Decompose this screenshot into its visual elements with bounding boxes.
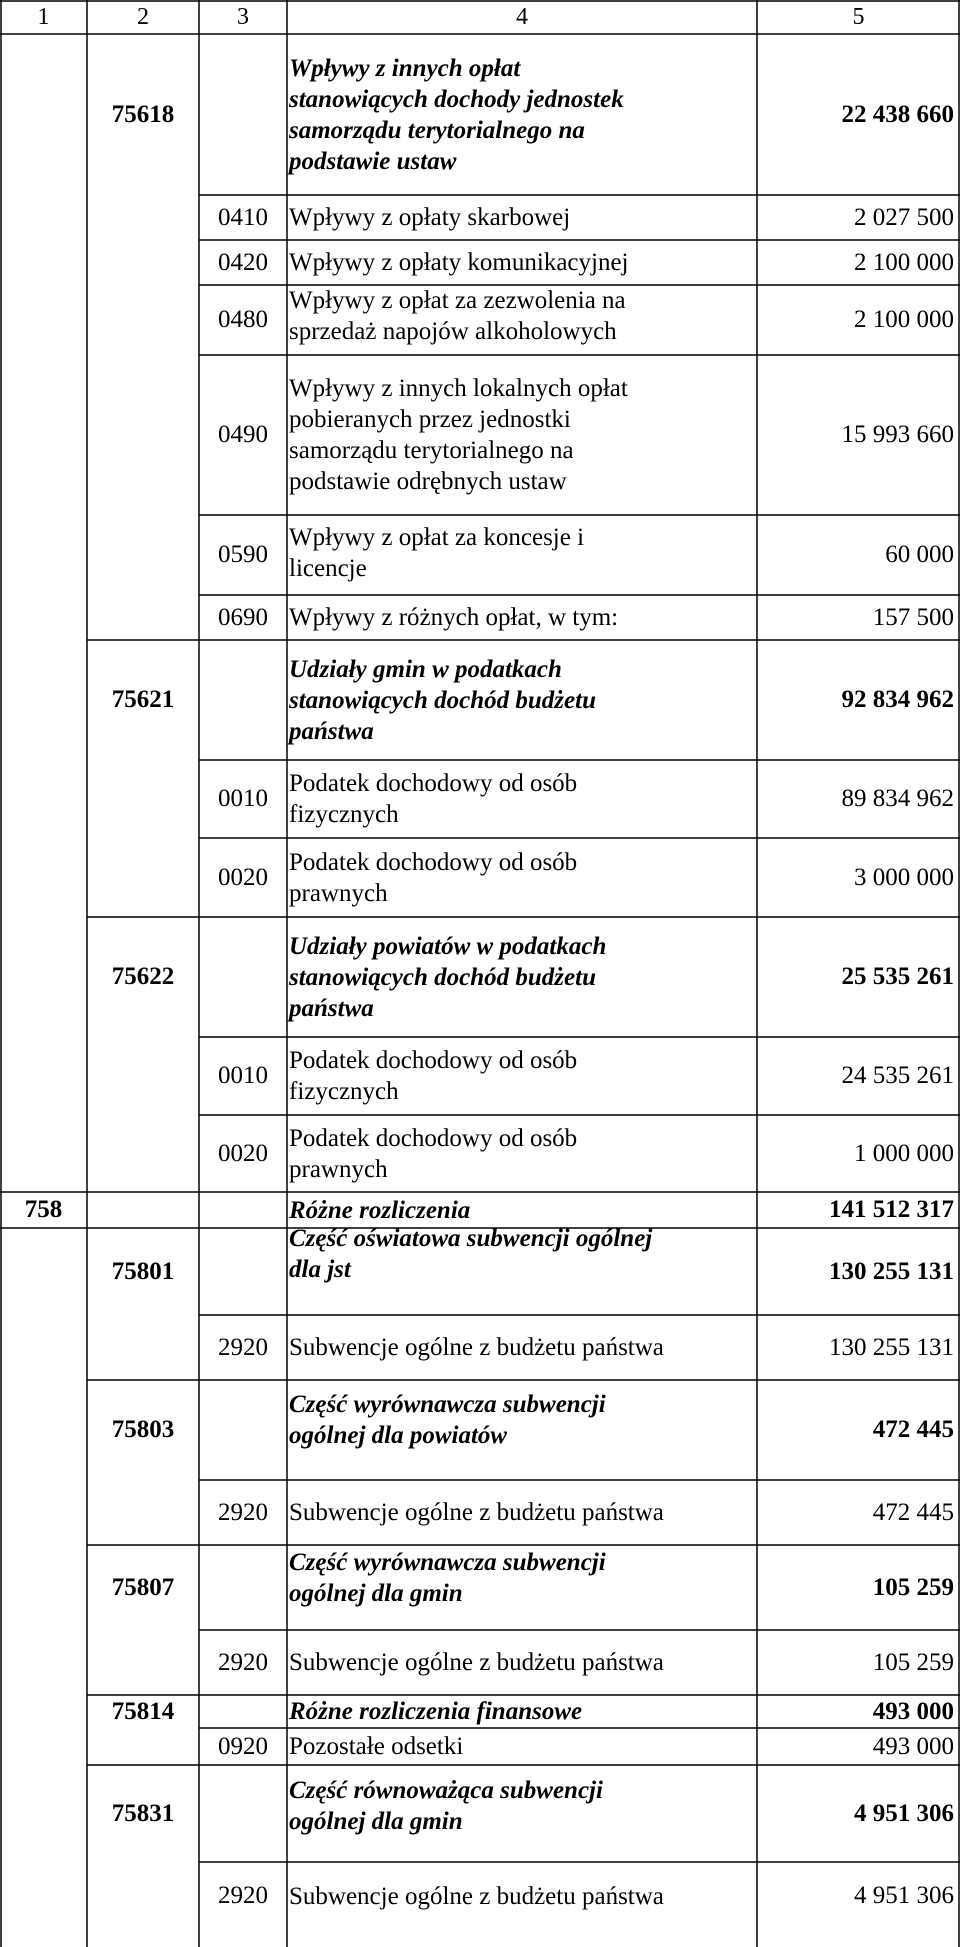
row-description: Część oświatowa subwencji ogólnej dla jst (289, 1224, 653, 1283)
row-amount: 22 438 660 (841, 100, 954, 128)
header-col-5: 5 (852, 3, 865, 30)
row-description: Podatek dochodowy od osób prawnych (289, 1124, 578, 1183)
chapter-code (87, 240, 199, 285)
chapter-code (87, 1315, 199, 1380)
chapter-code (87, 515, 199, 595)
paragraph-code: 0420 (218, 248, 268, 276)
paragraph-code (199, 1228, 287, 1315)
row-amount: 105 259 (872, 1648, 954, 1676)
section-code (0, 355, 87, 515)
paragraph-code (199, 1765, 287, 1862)
row-description: Udziały gmin w podatkach stanowiących dochód budżetu państwa (289, 655, 596, 745)
section-code (0, 917, 87, 1037)
chapter-code: 75618 (111, 100, 175, 128)
row-amount: 92 834 962 (841, 686, 954, 713)
paragraph-code: 0020 (218, 863, 268, 891)
section-code (0, 1315, 87, 1380)
paragraph-code: 0010 (218, 1062, 268, 1089)
section-code (0, 34, 87, 195)
chapter-code: 75621 (111, 686, 175, 713)
row-amount: 25 535 261 (841, 963, 954, 990)
paragraph-code: 0480 (218, 306, 268, 333)
section-code (0, 1228, 87, 1315)
row-description: Subwencje ogólne z budżetu państwa (289, 1649, 664, 1676)
row-amount: 60 000 (885, 541, 954, 568)
row-description: Część wyrównawcza subwencji ogólnej dla gmin (289, 1548, 606, 1607)
row-amount: 105 259 (872, 1573, 954, 1601)
row-description: Część wyrównawcza subwencji ogólnej dla powiatów (289, 1391, 606, 1449)
row-amount: 2 100 000 (854, 248, 954, 276)
row-description: Wpływy z różnych opłat, w tym: (289, 604, 619, 631)
chapter-code: 75622 (111, 963, 175, 990)
section-code (0, 1630, 87, 1695)
row-amount: 141 512 317 (829, 1196, 954, 1223)
row-amount: 130 255 131 (829, 1333, 954, 1361)
chapter-code (87, 285, 199, 355)
row-description: Wpływy z innych lokalnych opłat pobieranych przez jednostki samorządu terytorialnego na podstawie odrębnych ustaw (289, 375, 628, 495)
row-amount: 2 100 000 (854, 306, 954, 333)
row-amount: 493 000 (872, 1732, 954, 1760)
row-description: Subwencje ogólne z budżetu państwa (289, 1882, 664, 1910)
chapter-code (87, 838, 199, 917)
row-description: Wpływy z innych opłat stanowiących dochody jednostek samorządu terytorialnego na podstawie ustaw (289, 54, 624, 175)
row-amount: 157 500 (872, 603, 954, 631)
chapter-code (87, 355, 199, 515)
row-description: Wpływy z opłat za koncesje i licencje (289, 524, 585, 582)
section-code (0, 195, 87, 240)
section-code (0, 1115, 87, 1192)
chapter-code (87, 1480, 199, 1545)
section-code (0, 838, 87, 917)
chapter-code: 75814 (111, 1697, 175, 1725)
paragraph-code: 0010 (218, 785, 268, 812)
row-description: Różne rozliczenia (289, 1196, 471, 1224)
chapter-code (87, 1115, 199, 1192)
paragraph-code: 0020 (218, 1139, 268, 1167)
row-amount: 472 445 (872, 1416, 954, 1443)
paragraph-code: 2920 (218, 1333, 268, 1361)
paragraph-code: 0920 (218, 1732, 268, 1760)
row-description: Podatek dochodowy od osób fizycznych (289, 770, 578, 828)
paragraph-code: 2920 (218, 1648, 268, 1676)
row-description: Subwencje ogólne z budżetu państwa (289, 1334, 664, 1361)
paragraph-code (199, 34, 287, 195)
section-code (0, 240, 87, 285)
row-description: Wpływy z opłaty skarbowej (289, 204, 571, 231)
row-description: Podatek dochodowy od osób fizycznych (289, 1047, 578, 1105)
section-code (0, 595, 87, 640)
section-code: 758 (24, 1196, 63, 1223)
header-col-3: 3 (237, 3, 249, 30)
section-code (0, 1862, 87, 1930)
chapter-code: 75831 (111, 1799, 175, 1827)
row-description: Pozostałe odsetki (289, 1733, 464, 1760)
row-amount: 1 000 000 (854, 1139, 954, 1167)
row-amount: 2 027 500 (854, 203, 954, 231)
chapter-code: 75807 (111, 1573, 175, 1601)
row-amount: 4 951 306 (854, 1882, 954, 1909)
chapter-code (87, 1862, 199, 1930)
row-description: Udziały powiatów w podatkach stanowiących dochód budżetu państwa (289, 932, 607, 1022)
section-code (0, 1728, 87, 1765)
paragraph-code (199, 1192, 287, 1228)
header-col-4: 4 (516, 3, 528, 30)
chapter-code (87, 195, 199, 240)
section-code (0, 640, 87, 760)
header-col-1: 1 (37, 3, 50, 30)
section-code (0, 760, 87, 838)
chapter-code: 75803 (111, 1416, 175, 1443)
row-amount: 24 535 261 (841, 1062, 954, 1089)
paragraph-code (199, 1695, 287, 1728)
header-col-2: 2 (137, 3, 149, 30)
chapter-code (87, 1728, 199, 1765)
paragraph-code (199, 1380, 287, 1480)
row-description: Wpływy z opłaty komunikacyjnej (289, 249, 629, 276)
row-amount: 3 000 000 (854, 863, 954, 891)
row-description: Wpływy z opłat za zezwolenia na sprzedaż napojów alkoholowych (289, 287, 626, 345)
chapter-code (87, 1192, 199, 1228)
section-code (0, 285, 87, 355)
section-code (0, 1545, 87, 1630)
row-description: Subwencje ogólne z budżetu państwa (289, 1499, 664, 1526)
row-amount: 472 445 (872, 1498, 954, 1526)
paragraph-code: 0590 (218, 541, 268, 568)
paragraph-code (199, 640, 287, 760)
row-amount: 89 834 962 (841, 785, 954, 812)
paragraph-code: 0690 (218, 603, 268, 631)
row-description: Część równoważąca subwencji ogólnej dla gmin (289, 1776, 603, 1835)
chapter-code (87, 595, 199, 640)
row-amount: 130 255 131 (829, 1257, 954, 1285)
chapter-code (87, 760, 199, 838)
row-description: Podatek dochodowy od osób prawnych (289, 848, 578, 907)
row-description: Różne rozliczenia finansowe (289, 1698, 583, 1725)
paragraph-code (199, 1545, 287, 1630)
section-code (0, 1380, 87, 1480)
paragraph-code (199, 917, 287, 1037)
section-code (0, 1765, 87, 1862)
chapter-code: 75801 (111, 1257, 175, 1285)
section-code (0, 1480, 87, 1545)
section-code (0, 1037, 87, 1115)
row-amount: 15 993 660 (841, 421, 954, 448)
row-amount: 4 951 306 (854, 1799, 954, 1827)
paragraph-code: 0410 (218, 203, 268, 231)
paragraph-code: 2920 (218, 1498, 268, 1526)
chapter-code (87, 1630, 199, 1695)
section-code (0, 515, 87, 595)
paragraph-code: 0490 (218, 421, 268, 448)
paragraph-code: 2920 (218, 1882, 268, 1909)
row-amount: 493 000 (872, 1697, 954, 1725)
section-code (0, 1695, 87, 1728)
chapter-code (87, 1037, 199, 1115)
